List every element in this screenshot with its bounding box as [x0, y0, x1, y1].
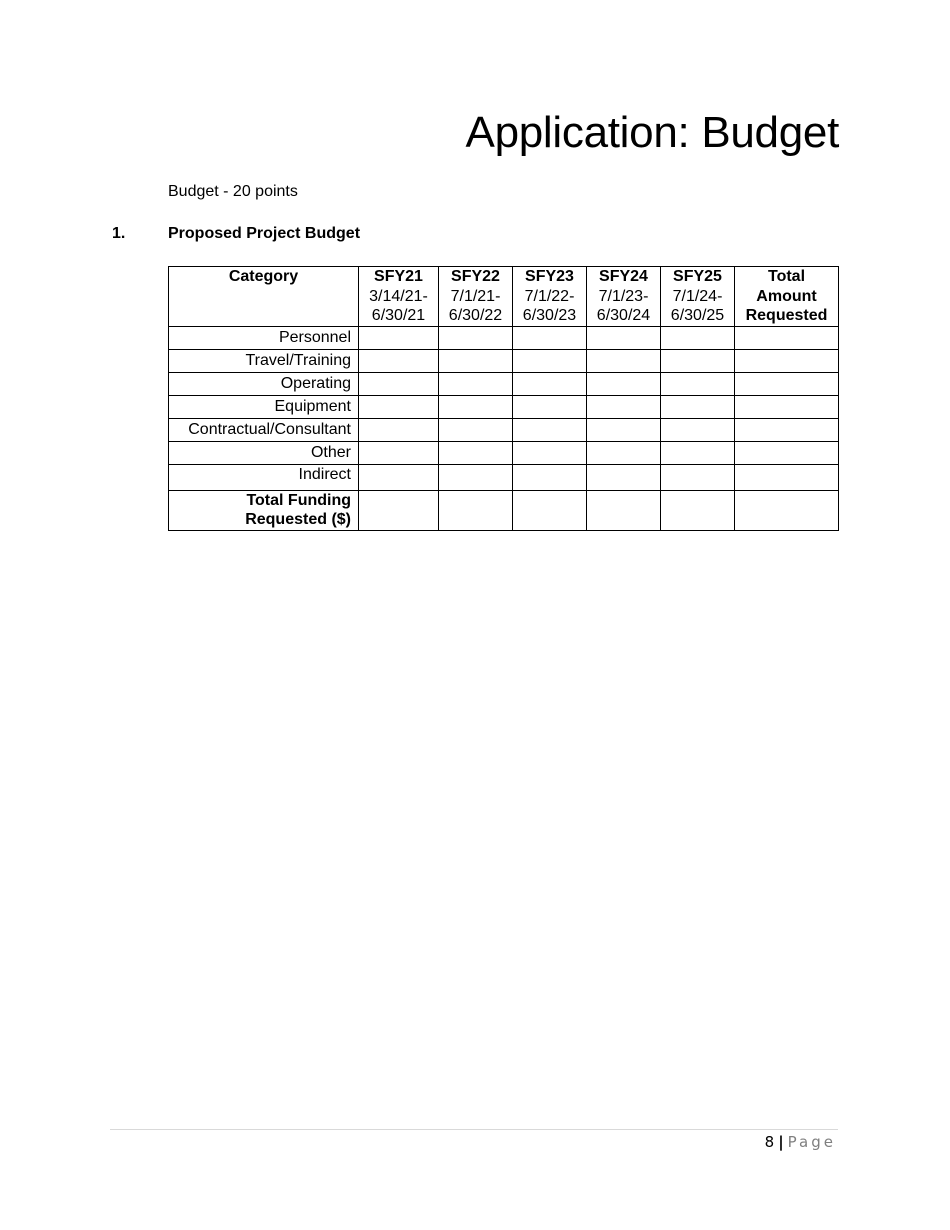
table-cell[interactable] — [359, 464, 439, 490]
table-cell[interactable] — [513, 418, 587, 441]
table-cell[interactable] — [439, 441, 513, 464]
row-label-personnel: Personnel — [169, 326, 359, 349]
table-cell[interactable] — [661, 326, 735, 349]
table-cell[interactable] — [439, 464, 513, 490]
table-cell[interactable] — [587, 418, 661, 441]
table-row — [169, 372, 839, 395]
table-cell[interactable] — [359, 326, 439, 349]
table-cell[interactable] — [735, 441, 839, 464]
table-cell[interactable] — [587, 441, 661, 464]
table-cell[interactable] — [359, 349, 439, 372]
table-row — [169, 464, 839, 490]
table-row — [169, 349, 839, 372]
page-footer — [765, 1133, 836, 1151]
table-cell[interactable] — [735, 326, 839, 349]
table-row — [169, 441, 839, 464]
section-title: Proposed Project Budget — [168, 225, 361, 242]
table-cell[interactable] — [439, 349, 513, 372]
table-cell[interactable] — [735, 464, 839, 490]
table-cell[interactable] — [513, 464, 587, 490]
row-label-total-funding: Total Funding Requested ($) — [169, 490, 359, 530]
fiscal-header-sfy24: SFY24 7/1/23- 6/30/24 — [587, 267, 661, 327]
table-cell[interactable] — [587, 464, 661, 490]
table-cell[interactable] — [735, 372, 839, 395]
table-cell[interactable] — [513, 395, 587, 418]
table-cell[interactable] — [735, 395, 839, 418]
table-cell[interactable] — [661, 464, 735, 490]
table-row — [169, 395, 839, 418]
footer-separator: | — [778, 1133, 784, 1151]
row-label-contractual-consultant: Contractual/Consultant — [169, 418, 359, 441]
table-cell[interactable] — [587, 490, 661, 530]
table-cell[interactable] — [359, 395, 439, 418]
table-cell[interactable] — [587, 349, 661, 372]
fiscal-header-sfy21: SFY21 3/14/21- 6/30/21 — [359, 267, 439, 327]
table-cell[interactable] — [439, 372, 513, 395]
table-cell[interactable] — [661, 395, 735, 418]
table-cell[interactable] — [513, 441, 587, 464]
row-label-equipment: Equipment — [169, 395, 359, 418]
table-row — [169, 326, 839, 349]
total-row — [169, 490, 839, 530]
section-number: 1. — [112, 225, 126, 242]
page-number: 8 — [764, 1133, 775, 1151]
table-cell[interactable] — [439, 326, 513, 349]
table-cell[interactable] — [513, 326, 587, 349]
table-cell[interactable] — [439, 490, 513, 530]
table-cell[interactable] — [513, 349, 587, 372]
row-label-operating: Operating — [169, 372, 359, 395]
footer-divider — [110, 1129, 838, 1130]
table-cell[interactable] — [735, 490, 839, 530]
table-cell[interactable] — [735, 349, 839, 372]
table-cell[interactable] — [513, 372, 587, 395]
header-row — [169, 267, 839, 327]
budget-table — [168, 266, 839, 531]
table-cell[interactable] — [587, 372, 661, 395]
category-header: Category — [169, 267, 359, 327]
row-label-travel-training: Travel/Training — [169, 349, 359, 372]
table-cell[interactable] — [359, 490, 439, 530]
total-amount-header: Total Amount Requested — [735, 267, 839, 327]
section-heading — [112, 225, 360, 243]
table-cell[interactable] — [359, 441, 439, 464]
table-cell[interactable] — [661, 349, 735, 372]
page-label: Page — [787, 1133, 836, 1151]
table-cell[interactable] — [735, 418, 839, 441]
fiscal-header-sfy22: SFY22 7/1/21- 6/30/22 — [439, 267, 513, 327]
table-cell[interactable] — [661, 441, 735, 464]
page-title: Application: Budget — [465, 108, 839, 157]
fiscal-header-sfy25: SFY25 7/1/24- 6/30/25 — [661, 267, 735, 327]
table-cell[interactable] — [359, 418, 439, 441]
budget-points-note: Budget - 20 points — [168, 183, 298, 200]
table-cell[interactable] — [513, 490, 587, 530]
table-cell[interactable] — [587, 326, 661, 349]
table-row — [169, 418, 839, 441]
table-cell[interactable] — [661, 372, 735, 395]
row-label-indirect: Indirect — [169, 464, 359, 490]
table-cell[interactable] — [439, 418, 513, 441]
table-cell[interactable] — [661, 418, 735, 441]
table-cell[interactable] — [439, 395, 513, 418]
table-cell[interactable] — [661, 490, 735, 530]
fiscal-header-sfy23: SFY23 7/1/22- 6/30/23 — [513, 267, 587, 327]
table-cell[interactable] — [359, 372, 439, 395]
row-label-other: Other — [169, 441, 359, 464]
table-cell[interactable] — [587, 395, 661, 418]
